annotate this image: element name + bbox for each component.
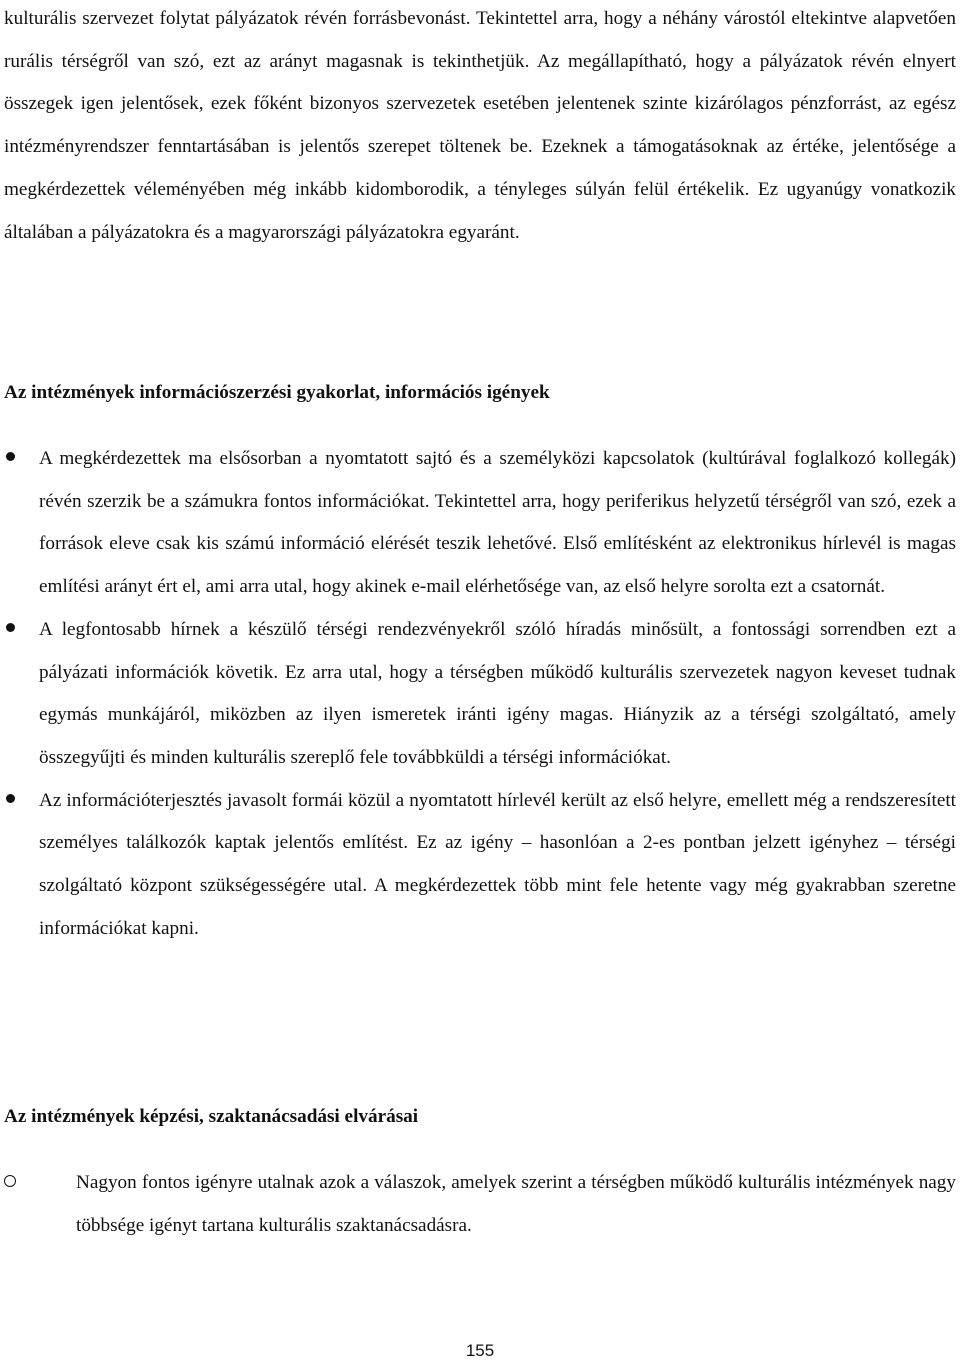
list-item xyxy=(0,609,960,780)
circle-bullet-icon xyxy=(4,1175,16,1187)
bullet-icon xyxy=(6,794,15,803)
information-bullet-list xyxy=(0,438,960,950)
list-item xyxy=(0,1162,960,1247)
training-circle-list xyxy=(0,1162,960,1247)
bullet-icon xyxy=(6,452,15,461)
list-item xyxy=(0,438,960,609)
page-number: 155 xyxy=(465,1341,495,1360)
list-item-text: A megkérdezettek ma elsősorban a nyomtatott sajtó és a személyközi kapcsolatok (kultúrával foglalkozó kollegák) révén szerzik be a számukra fontos információkat. Tekintettel arra, hogy periferikus helyzetű térségről van szó, ezek a források eleve csak kis számú információ elérését teszik lehetővé. Első említésként az elektronikus hírlevél is magas említési arányt ért el, ami arra utal, hogy akinek e-mail elérhetősége van, az első helyre sorolta ezt a csatornát. xyxy=(39,448,956,598)
bullet-icon xyxy=(6,623,15,632)
intro-paragraph: kulturális szervezet folytat pályázatok révén forrásbevonást. Tekintettel arra, hogy a néhány várostól eltekintve alapvetően rurális térségről van szó, ezt az arányt magasnak is tekinthetjük. Az megállapítható, hogy a pályázatok révén elnyert összegek igen jelentősek, ezek főként bizonyos szervezetek esetében jelentenek szinte kizárólagos pénzforrást, az egész intézményrendszer fenntartásában is jelentős szerepet töltenek be. Ezeknek a támogatásoknak az értéke, jelentősége a megkérdezettek véleményében még inkább kidomborodik, a tényleges súlyán felül értékelik. Ez ugyanúgy vonatkozik általában a pályázatokra és a magyarországi pályázatokra egyaránt. xyxy=(4,8,956,243)
list-item-text: Nagyon fontos igényre utalnak azok a válaszok, amelyek szerint a térségben működő kulturális intézmények nagy többsége igényt tartana kulturális szaktanácsadásra. xyxy=(76,1172,956,1236)
section-heading-information: Az intézmények információszerzési gyakorlat, információs igények xyxy=(4,382,550,403)
list-item xyxy=(0,780,960,951)
section-heading-training: Az intézmények képzési, szaktanácsadási elvárásai xyxy=(4,1106,419,1127)
list-item-text: A legfontosabb hírnek a készülő térségi rendezvényekről szóló híradás minősült, a fontossági sorrendben ezt a pályázati információk követik. Ez arra utal, hogy a térségben működő kulturális szervezetek nagyon keveset tudnak egymás munkájáról, miközben az ilyen ismeretek iránti igény magas. Hiányzik az a térségi szolgáltató, amely összegyűjti és minden kulturális szereplő fele továbbküldi a térségi információkat. xyxy=(39,618,956,768)
list-item-text: Az információterjesztés javasolt formái közül a nyomtatott hírlevél került az első helyre, emellett még a rendszeresített személyes találkozók kaptak jelentős említést. Ez az igény – hasonlóan a 2-es pontban jelzett igényhez – térségi szolgáltató központ szükségességére utal. A megkérdezettek több mint fele hetente vagy még gyakrabban szeretne információkat kapni. xyxy=(39,789,956,939)
